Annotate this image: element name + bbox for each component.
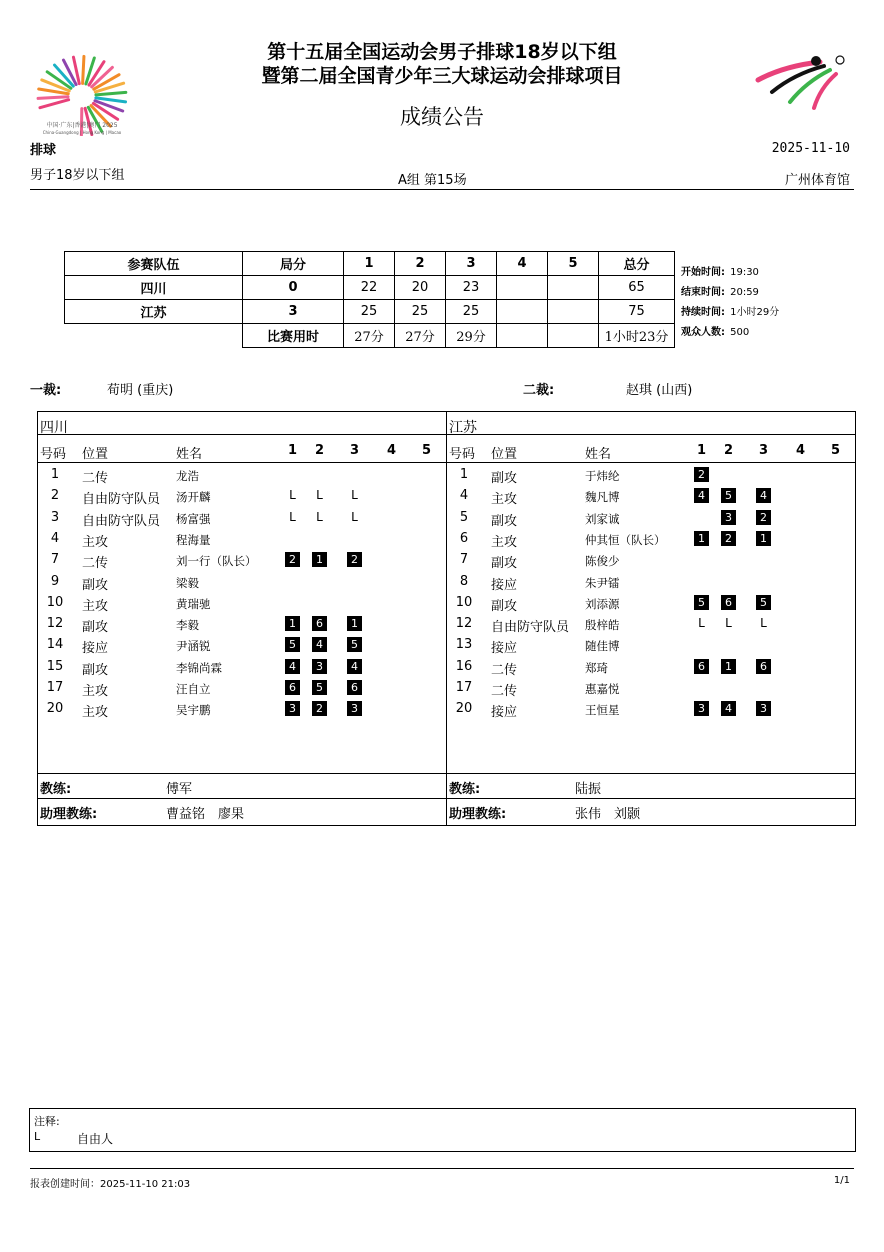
col-set-2: 2 bbox=[724, 443, 734, 458]
col-name: 姓名 bbox=[176, 447, 203, 462]
starting-position-badge: 6 bbox=[347, 680, 362, 695]
col-pos: 位置 bbox=[491, 447, 518, 462]
starting-position-badge: 3 bbox=[694, 701, 709, 716]
date: 2025-11-10 bbox=[771, 141, 850, 156]
player-name: 汪自立 bbox=[176, 682, 211, 696]
player-number: 6 bbox=[459, 530, 469, 546]
player-position: 主攻 bbox=[82, 705, 109, 721]
team1-set2: 20 bbox=[395, 276, 446, 300]
venue: 广州体育馆 bbox=[784, 173, 850, 188]
player-row bbox=[447, 634, 855, 655]
score-header-s1: 1 bbox=[344, 252, 395, 276]
player-name: 尹涵锐 bbox=[176, 639, 211, 654]
player-position: 副攻 bbox=[491, 556, 518, 572]
score-row-team1 bbox=[65, 276, 675, 300]
score-header-s4: 4 bbox=[497, 252, 548, 276]
player-number: 9 bbox=[50, 573, 60, 589]
starting-position-badge: 6 bbox=[721, 595, 736, 610]
player-position: 副攻 bbox=[82, 577, 109, 593]
team1-set1: 22 bbox=[344, 276, 395, 300]
duration-set1: 27分 bbox=[344, 324, 395, 348]
player-row bbox=[38, 549, 446, 570]
page-number: 1/1 bbox=[833, 1175, 850, 1186]
starting-position-badge: 2 bbox=[756, 510, 771, 525]
player-name: 刘一行（队长） bbox=[176, 554, 257, 569]
category: 男子18岁以下组 bbox=[30, 168, 125, 183]
col-name: 姓名 bbox=[585, 447, 612, 462]
player-row bbox=[447, 592, 855, 613]
player-row bbox=[38, 485, 446, 506]
player-number: 4 bbox=[459, 488, 469, 504]
player-number: 10 bbox=[46, 594, 64, 610]
player-row bbox=[447, 698, 855, 719]
start-time: 19:30 bbox=[730, 267, 759, 278]
roster-divider bbox=[38, 798, 446, 799]
libero-mark: L bbox=[289, 488, 296, 503]
assistant-coach-label: 助理教练: bbox=[40, 807, 98, 822]
libero-mark: L bbox=[316, 488, 323, 503]
duration-set3: 29分 bbox=[446, 324, 497, 348]
coach-label: 教练: bbox=[40, 782, 72, 797]
libero-mark: L bbox=[316, 509, 323, 524]
coach-name: 陆振 bbox=[575, 782, 602, 797]
score-header-total: 总分 bbox=[599, 252, 675, 276]
player-number: 17 bbox=[455, 680, 473, 695]
starting-position-badge: 4 bbox=[347, 659, 362, 674]
roster-header-row bbox=[447, 440, 855, 461]
match-times bbox=[681, 261, 779, 341]
end-time-label: 结束时间: bbox=[681, 287, 725, 298]
team-b-roster bbox=[446, 411, 856, 826]
libero-mark: L bbox=[351, 488, 358, 503]
note-symbol: L bbox=[34, 1130, 41, 1143]
libero-mark: L bbox=[351, 509, 358, 524]
score-header-team: 参赛队伍 bbox=[65, 252, 243, 276]
col-set-5: 5 bbox=[831, 443, 841, 458]
player-row bbox=[447, 656, 855, 677]
player-number: 7 bbox=[50, 552, 60, 568]
player-position: 接应 bbox=[491, 705, 518, 721]
match-info: A组 第15场 bbox=[398, 173, 467, 188]
col-set-1: 1 bbox=[288, 443, 298, 458]
player-name: 李锦尚霖 bbox=[176, 660, 222, 675]
logo-ray bbox=[96, 92, 126, 94]
player-name: 惠嘉悦 bbox=[585, 682, 620, 696]
roster-divider bbox=[38, 462, 446, 463]
starting-position-badge: 4 bbox=[312, 637, 327, 652]
col-set-4: 4 bbox=[796, 443, 806, 458]
score-header-row bbox=[65, 252, 675, 276]
team1-sets-won: 0 bbox=[243, 276, 344, 300]
roster-divider bbox=[38, 434, 446, 435]
first-referee: 荀明 (重庆) bbox=[107, 383, 174, 398]
roster-divider bbox=[447, 462, 855, 463]
player-name: 陈俊少 bbox=[585, 554, 620, 569]
roster-header-row bbox=[38, 440, 446, 461]
player-name: 梁毅 bbox=[176, 575, 199, 590]
player-number: 2 bbox=[50, 488, 60, 504]
title-line2: 暨第二届全国青少年三大球运动会排球项目 bbox=[261, 65, 623, 87]
sport-label: 排球 bbox=[30, 143, 57, 158]
player-position: 主攻 bbox=[491, 492, 518, 508]
player-position: 主攻 bbox=[82, 598, 109, 614]
player-row bbox=[38, 507, 446, 528]
player-position: 主攻 bbox=[491, 534, 518, 550]
assistant-coach-names: 张伟 刘颢 bbox=[575, 807, 641, 822]
player-position: 二传 bbox=[82, 471, 109, 486]
score-header-s3: 3 bbox=[446, 252, 497, 276]
duration-row bbox=[65, 324, 675, 348]
player-row bbox=[38, 634, 446, 655]
player-number: 15 bbox=[46, 658, 64, 674]
duration-set4 bbox=[497, 324, 548, 348]
starting-position-badge: 3 bbox=[347, 701, 362, 716]
player-name: 刘家诚 bbox=[585, 511, 620, 526]
score-header-s5: 5 bbox=[548, 252, 599, 276]
player-name: 郑琦 bbox=[585, 660, 608, 675]
player-row bbox=[38, 698, 446, 719]
col-set-1: 1 bbox=[697, 443, 707, 458]
report-created: 报表创建时间：2025-11-10 21:03 bbox=[30, 1179, 191, 1190]
player-name: 殷梓皓 bbox=[585, 618, 620, 633]
doc-title: 成绩公告 bbox=[400, 105, 484, 129]
player-name: 杨富强 bbox=[176, 511, 211, 526]
player-name: 吴宇鹏 bbox=[176, 703, 211, 718]
team1-set3: 23 bbox=[446, 276, 497, 300]
logo-caption: 中国·广东|香港|澳门 2025 China·Guangdong | Hong Kong | Macao bbox=[42, 122, 122, 135]
starting-position-badge: 1 bbox=[721, 659, 736, 674]
starting-position-badge: 1 bbox=[285, 616, 300, 631]
starting-position-badge: 3 bbox=[312, 659, 327, 674]
duration-time: 1小时29分 bbox=[730, 307, 780, 318]
player-position: 副攻 bbox=[82, 662, 109, 678]
player-position: 接应 bbox=[491, 577, 518, 593]
starting-position-badge: 4 bbox=[285, 659, 300, 674]
starting-position-badge: 4 bbox=[721, 701, 736, 716]
team2-set5 bbox=[548, 300, 599, 324]
player-number: 4 bbox=[50, 530, 60, 546]
col-no: 号码 bbox=[40, 447, 67, 462]
player-row bbox=[38, 528, 446, 549]
team-name: 四川 bbox=[40, 420, 68, 436]
starting-position-badge: 5 bbox=[347, 637, 362, 652]
assistant-coach-names: 曹益铭 廖果 bbox=[166, 807, 245, 822]
player-position: 主攻 bbox=[82, 684, 109, 699]
player-position: 自由防守队员 bbox=[82, 513, 161, 529]
player-number: 12 bbox=[455, 616, 473, 632]
player-row bbox=[38, 677, 446, 698]
player-position: 二传 bbox=[491, 684, 518, 699]
player-row bbox=[447, 677, 855, 698]
col-set-3: 3 bbox=[759, 443, 769, 458]
team1-total: 65 bbox=[599, 276, 675, 300]
player-number: 1 bbox=[459, 467, 469, 482]
player-row bbox=[447, 549, 855, 570]
starting-position-badge: 5 bbox=[756, 595, 771, 610]
player-row bbox=[447, 613, 855, 634]
player-row bbox=[447, 507, 855, 528]
starting-position-badge: 6 bbox=[285, 680, 300, 695]
player-name: 朱尹镭 bbox=[585, 575, 620, 590]
duration-label: 比赛用时 bbox=[243, 324, 344, 348]
starting-position-badge: 5 bbox=[312, 680, 327, 695]
player-number: 17 bbox=[46, 680, 64, 695]
player-name: 黄瑞驰 bbox=[176, 596, 211, 611]
player-name: 魏凡博 bbox=[585, 490, 620, 505]
starting-position-badge: 6 bbox=[694, 659, 709, 674]
player-row bbox=[447, 464, 855, 485]
starting-position-badge: 1 bbox=[756, 531, 771, 546]
start-time-label: 开始时间: bbox=[681, 267, 725, 278]
team2-set2: 25 bbox=[395, 300, 446, 324]
player-number: 3 bbox=[50, 509, 60, 525]
player-position: 副攻 bbox=[82, 620, 109, 636]
note-label: 注释: bbox=[34, 1115, 60, 1128]
team2-set1: 25 bbox=[344, 300, 395, 324]
score-header-s2: 2 bbox=[395, 252, 446, 276]
duration-set2: 27分 bbox=[395, 324, 446, 348]
end-time: 20:59 bbox=[730, 287, 759, 298]
player-row bbox=[38, 571, 446, 592]
player-position: 接应 bbox=[82, 641, 109, 657]
header-divider bbox=[30, 189, 854, 190]
audience-label: 观众人数: bbox=[681, 327, 725, 338]
player-position: 副攻 bbox=[491, 471, 518, 486]
team2-name: 江苏 bbox=[65, 300, 243, 324]
starting-position-badge: 4 bbox=[694, 488, 709, 503]
starting-position-badge: 2 bbox=[285, 552, 300, 567]
col-pos: 位置 bbox=[82, 447, 109, 462]
player-name: 于炜纶 bbox=[585, 469, 620, 483]
libero-mark: L bbox=[289, 509, 296, 524]
player-number: 16 bbox=[455, 658, 473, 674]
player-row bbox=[38, 464, 446, 485]
note-text: 自由人 bbox=[77, 1132, 114, 1146]
player-name: 仲其恒（队长） bbox=[585, 532, 666, 547]
team2-set3: 25 bbox=[446, 300, 497, 324]
starting-position-badge: 1 bbox=[347, 616, 362, 631]
starting-position-badge: 3 bbox=[756, 701, 771, 716]
col-set-4: 4 bbox=[387, 443, 397, 458]
starting-position-badge: 6 bbox=[756, 659, 771, 674]
coach-name: 傅军 bbox=[166, 782, 193, 797]
player-position: 主攻 bbox=[82, 534, 109, 550]
player-row bbox=[447, 485, 855, 506]
roster-divider bbox=[447, 434, 855, 435]
player-name: 汤开麟 bbox=[176, 490, 211, 505]
player-position: 副攻 bbox=[491, 598, 518, 614]
player-number: 8 bbox=[459, 573, 469, 589]
roster-divider bbox=[38, 773, 446, 774]
player-row bbox=[447, 571, 855, 592]
starting-position-badge: 2 bbox=[694, 467, 709, 482]
roster-divider bbox=[447, 798, 855, 799]
player-row bbox=[38, 656, 446, 677]
coach-label: 教练: bbox=[449, 782, 481, 797]
starting-position-badge: 3 bbox=[721, 510, 736, 525]
first-referee-label: 一裁: bbox=[30, 383, 62, 398]
audience-count: 500 bbox=[730, 327, 750, 338]
player-position: 副攻 bbox=[491, 513, 518, 529]
duration-set5 bbox=[548, 324, 599, 348]
player-position: 自由防守队员 bbox=[82, 492, 161, 508]
starting-position-badge: 3 bbox=[285, 701, 300, 716]
player-number: 1 bbox=[50, 467, 60, 482]
starting-position-badge: 5 bbox=[285, 637, 300, 652]
starting-position-badge: 1 bbox=[312, 552, 327, 567]
score-header-sets: 局分 bbox=[243, 252, 344, 276]
col-set-2: 2 bbox=[315, 443, 325, 458]
team-a-roster bbox=[37, 411, 447, 826]
col-no: 号码 bbox=[449, 447, 476, 462]
player-name: 龙浩 bbox=[176, 469, 199, 483]
starting-position-badge: 6 bbox=[312, 616, 327, 631]
score-row-team2 bbox=[65, 300, 675, 324]
starting-position-badge: 2 bbox=[312, 701, 327, 716]
player-name: 李毅 bbox=[176, 618, 199, 633]
starting-position-badge: 5 bbox=[721, 488, 736, 503]
team1-name: 四川 bbox=[65, 276, 243, 300]
player-number: 20 bbox=[455, 701, 473, 717]
player-number: 13 bbox=[455, 637, 473, 653]
starting-position-badge: 5 bbox=[694, 595, 709, 610]
note-box bbox=[29, 1108, 856, 1152]
starting-position-badge: 1 bbox=[694, 531, 709, 546]
team2-set4 bbox=[497, 300, 548, 324]
player-number: 20 bbox=[46, 701, 64, 717]
team2-total: 75 bbox=[599, 300, 675, 324]
second-referee: 赵琪 (山西) bbox=[626, 383, 693, 398]
player-row bbox=[38, 613, 446, 634]
col-set-5: 5 bbox=[422, 443, 432, 458]
libero-mark: L bbox=[698, 616, 705, 631]
footer-divider bbox=[30, 1168, 854, 1169]
player-position: 自由防守队员 bbox=[491, 620, 570, 636]
starting-position-badge: 2 bbox=[721, 531, 736, 546]
assistant-coach-label: 助理教练: bbox=[449, 807, 507, 822]
logo-ray bbox=[38, 97, 68, 99]
roster-divider bbox=[447, 773, 855, 774]
player-name: 刘添源 bbox=[585, 596, 620, 611]
player-row bbox=[447, 528, 855, 549]
starting-position-badge: 2 bbox=[347, 552, 362, 567]
player-number: 14 bbox=[46, 637, 64, 653]
player-number: 10 bbox=[455, 594, 473, 610]
title-line1: 第十五届全国运动会男子排球18岁以下组 bbox=[267, 41, 617, 63]
starting-position-badge: 4 bbox=[756, 488, 771, 503]
player-number: 7 bbox=[459, 552, 469, 568]
player-name: 随佳博 bbox=[585, 639, 620, 654]
player-number: 12 bbox=[46, 616, 64, 632]
duration-total: 1小时23分 bbox=[599, 324, 675, 348]
team-name: 江苏 bbox=[449, 420, 477, 436]
col-set-3: 3 bbox=[350, 443, 360, 458]
libero-mark: L bbox=[760, 616, 767, 631]
score-table bbox=[64, 251, 675, 348]
duration-time-label: 持续时间: bbox=[681, 307, 725, 318]
player-name: 程海量 bbox=[176, 532, 211, 547]
team2-sets-won: 3 bbox=[243, 300, 344, 324]
libero-mark: L bbox=[725, 616, 732, 631]
player-name: 王恒星 bbox=[585, 703, 620, 718]
team1-set5 bbox=[548, 276, 599, 300]
player-position: 接应 bbox=[491, 641, 518, 657]
player-number: 5 bbox=[459, 509, 469, 525]
second-referee-label: 二裁: bbox=[523, 383, 555, 398]
player-row bbox=[38, 592, 446, 613]
player-position: 二传 bbox=[491, 662, 518, 678]
player-position: 二传 bbox=[82, 556, 109, 572]
team1-set4 bbox=[497, 276, 548, 300]
